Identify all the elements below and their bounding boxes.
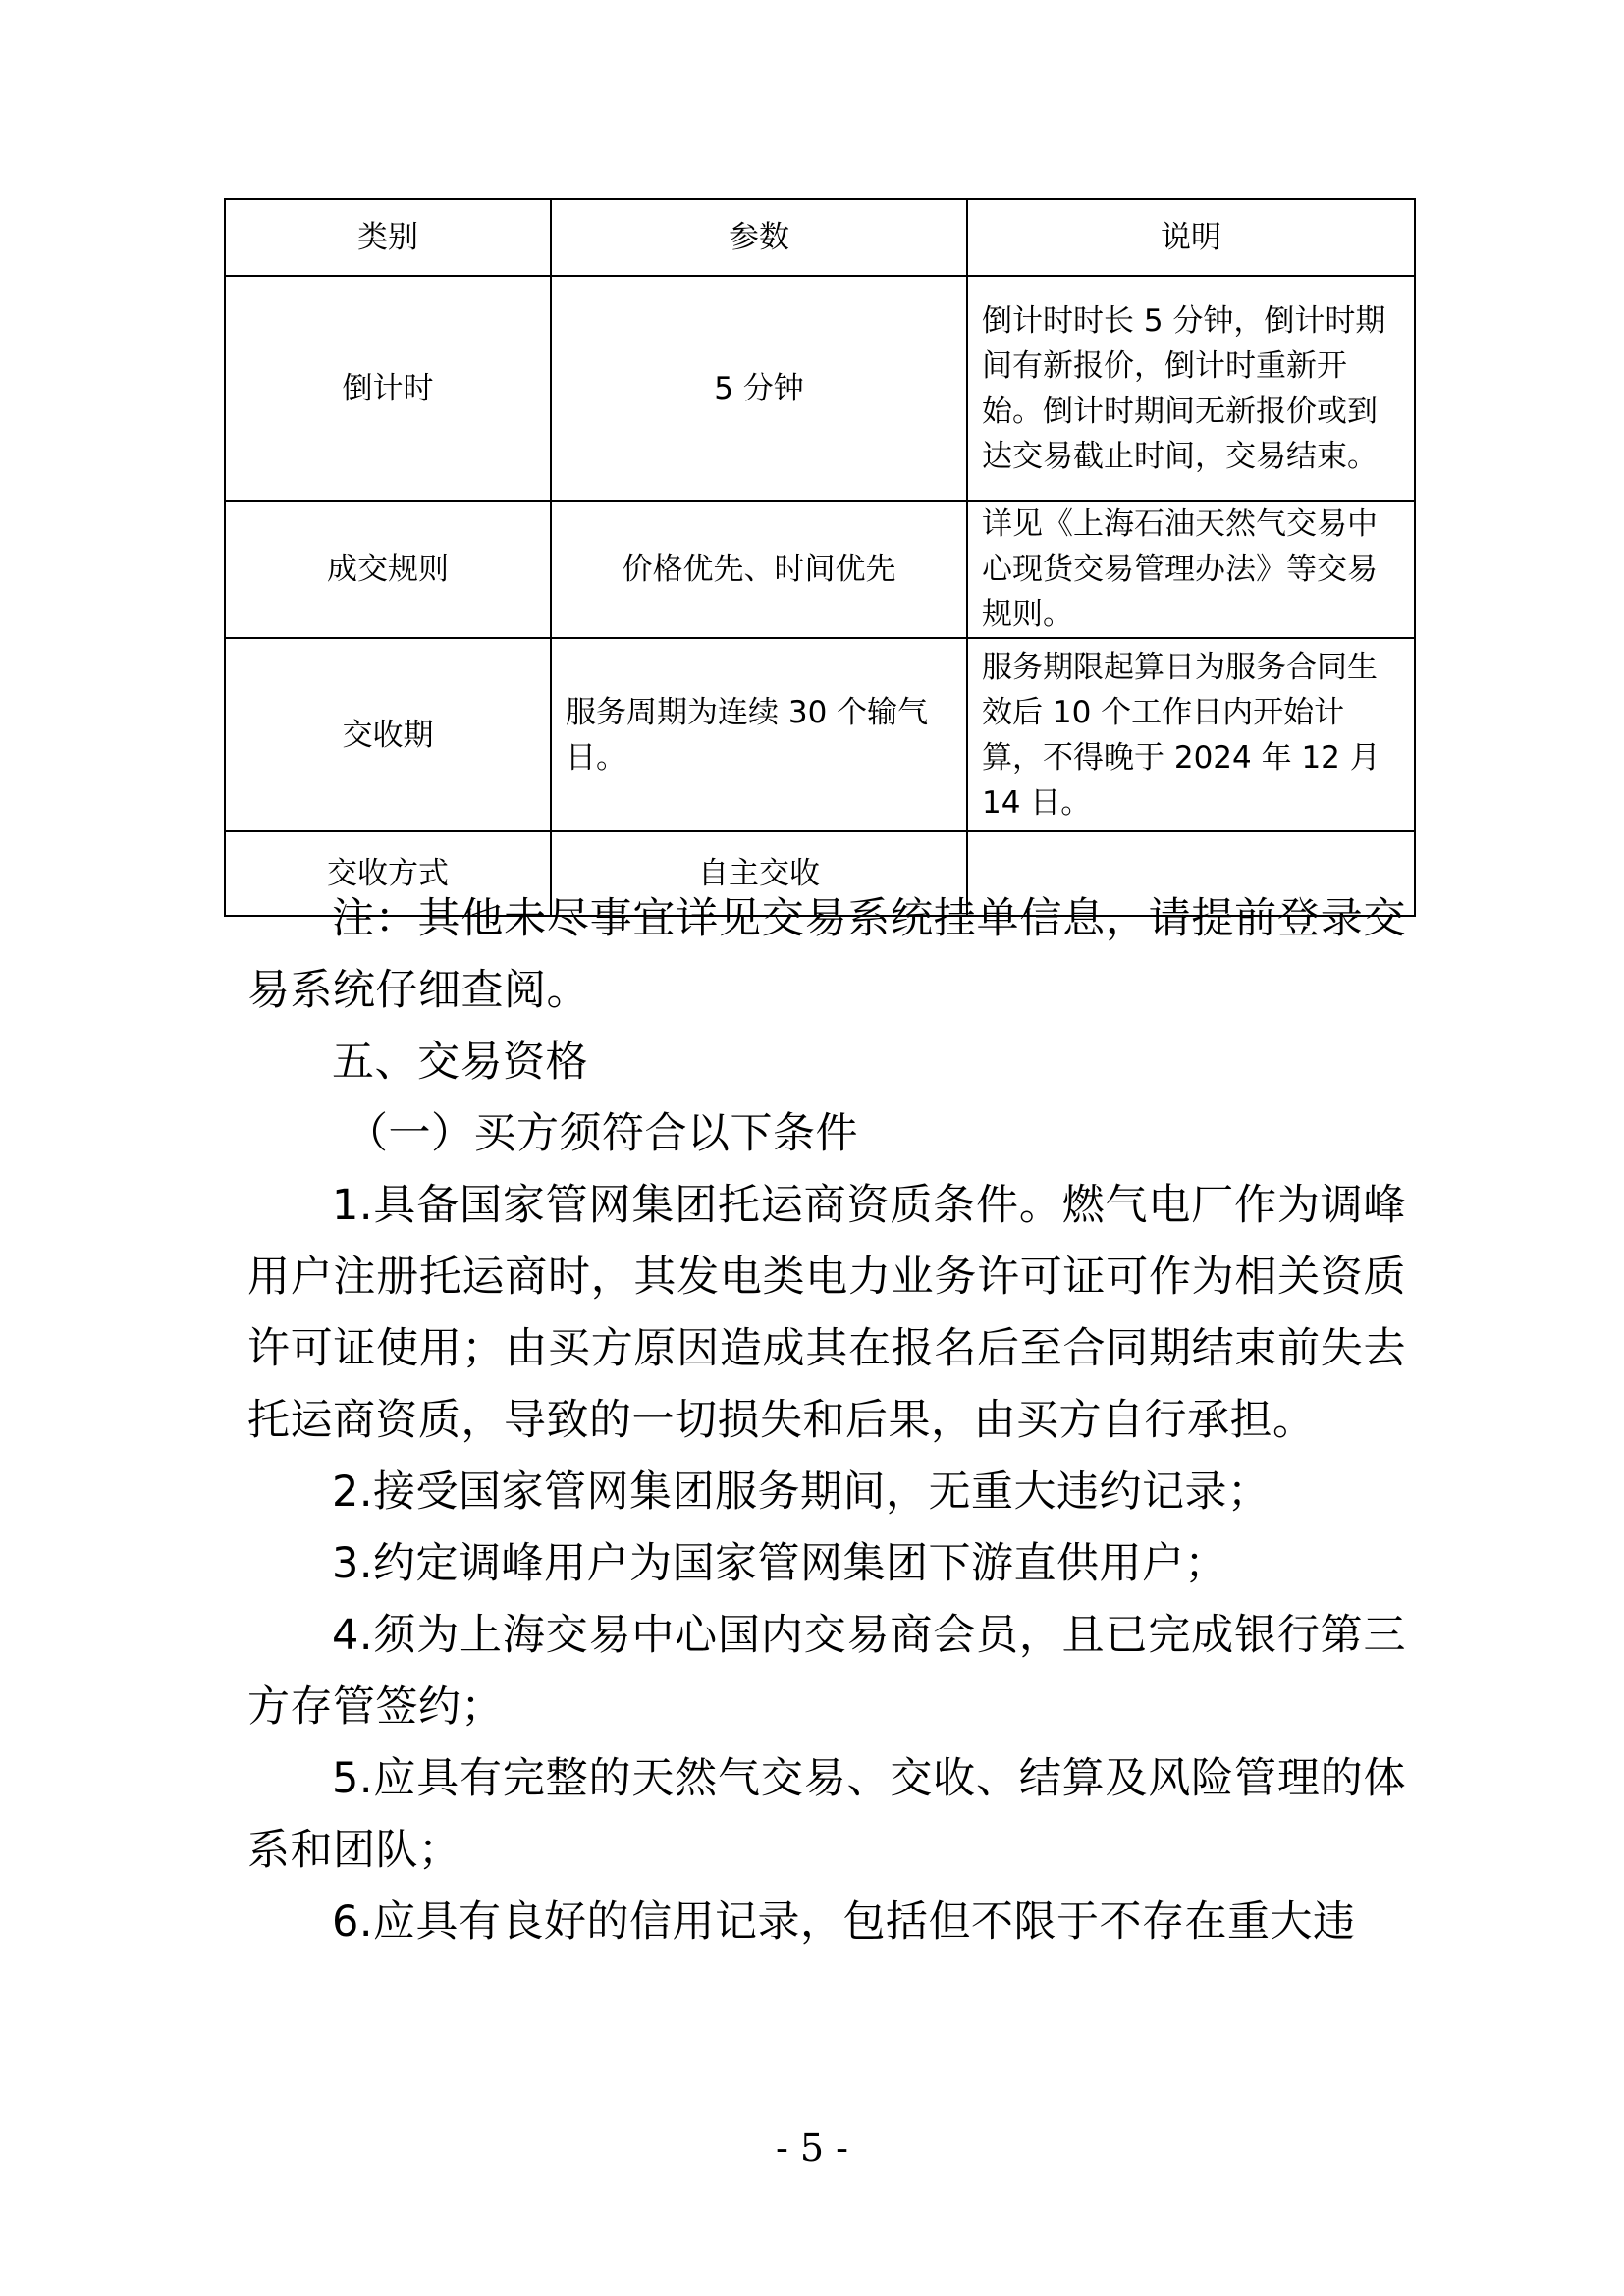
cell-category: 交收方式	[225, 831, 551, 916]
list-item: 5.应具有完整的天然气交易、交收、结算及风险管理的体系和团队；	[247, 1754, 1406, 1875]
body-text	[247, 883, 1406, 1958]
cell-description: 详见《上海石油天然气交易中心现货交易管理办法》等交易规则。	[967, 501, 1415, 638]
cell-description: 服务期限起算日为服务合同生效后 10 个工作日内开始计算，不得晚于 2024 年 12 月 14 日。	[967, 638, 1415, 831]
page-number: - 5 -	[775, 2126, 848, 2169]
cell-parameter: 服务周期为连续 30 个输气日。	[551, 638, 967, 831]
note-paragraph: 注：其他未尽事宜详见交易系统挂单信息，请提前登录交易系统仔细查阅。	[247, 894, 1406, 1015]
cell-category: 交收期	[225, 638, 551, 831]
subsection-title: （一）买方须符合以下条件	[346, 1109, 858, 1158]
list-item: 4.须为上海交易中心国内交易商会员，且已完成银行第三方存管签约；	[247, 1611, 1406, 1732]
trading-parameters-table	[224, 198, 1416, 917]
table-row	[225, 501, 1415, 638]
table-row	[225, 276, 1415, 501]
table-header-row	[225, 199, 1415, 276]
list-item: 2.接受国家管网集团服务期间，无重大违约记录；	[332, 1468, 1271, 1517]
cell-parameter: 5 分钟	[551, 276, 967, 501]
header-description: 说明	[967, 199, 1415, 276]
header-category: 类别	[225, 199, 551, 276]
list-item: 3.约定调峰用户为国家管网集团下游直供用户；	[332, 1539, 1228, 1588]
list-item: 6.应具有良好的信用记录，包括但不限于不存在重大违	[332, 1897, 1356, 1947]
list-item: 1.具备国家管网集团托运商资质条件。燃气电厂作为调峰用户注册托运商时，其发电类电力业务许可证可作为相关资质许可证使用；由买方原因造成其在报名后至合同期结束前失去托运商资质，导致的一切损失和后果，由买方自行承担。	[247, 1181, 1406, 1445]
section-title: 五、交易资格	[332, 1038, 588, 1087]
table-row	[225, 638, 1415, 831]
cell-category: 倒计时	[225, 276, 551, 501]
cell-parameter: 自主交收	[551, 831, 967, 916]
header-parameter: 参数	[551, 199, 967, 276]
cell-parameter: 价格优先、时间优先	[551, 501, 967, 638]
cell-description: 倒计时时长 5 分钟，倒计时期间有新报价，倒计时重新开始。倒计时期间无新报价或到达交易截止时间，交易结束。	[967, 276, 1415, 501]
cell-category: 成交规则	[225, 501, 551, 638]
